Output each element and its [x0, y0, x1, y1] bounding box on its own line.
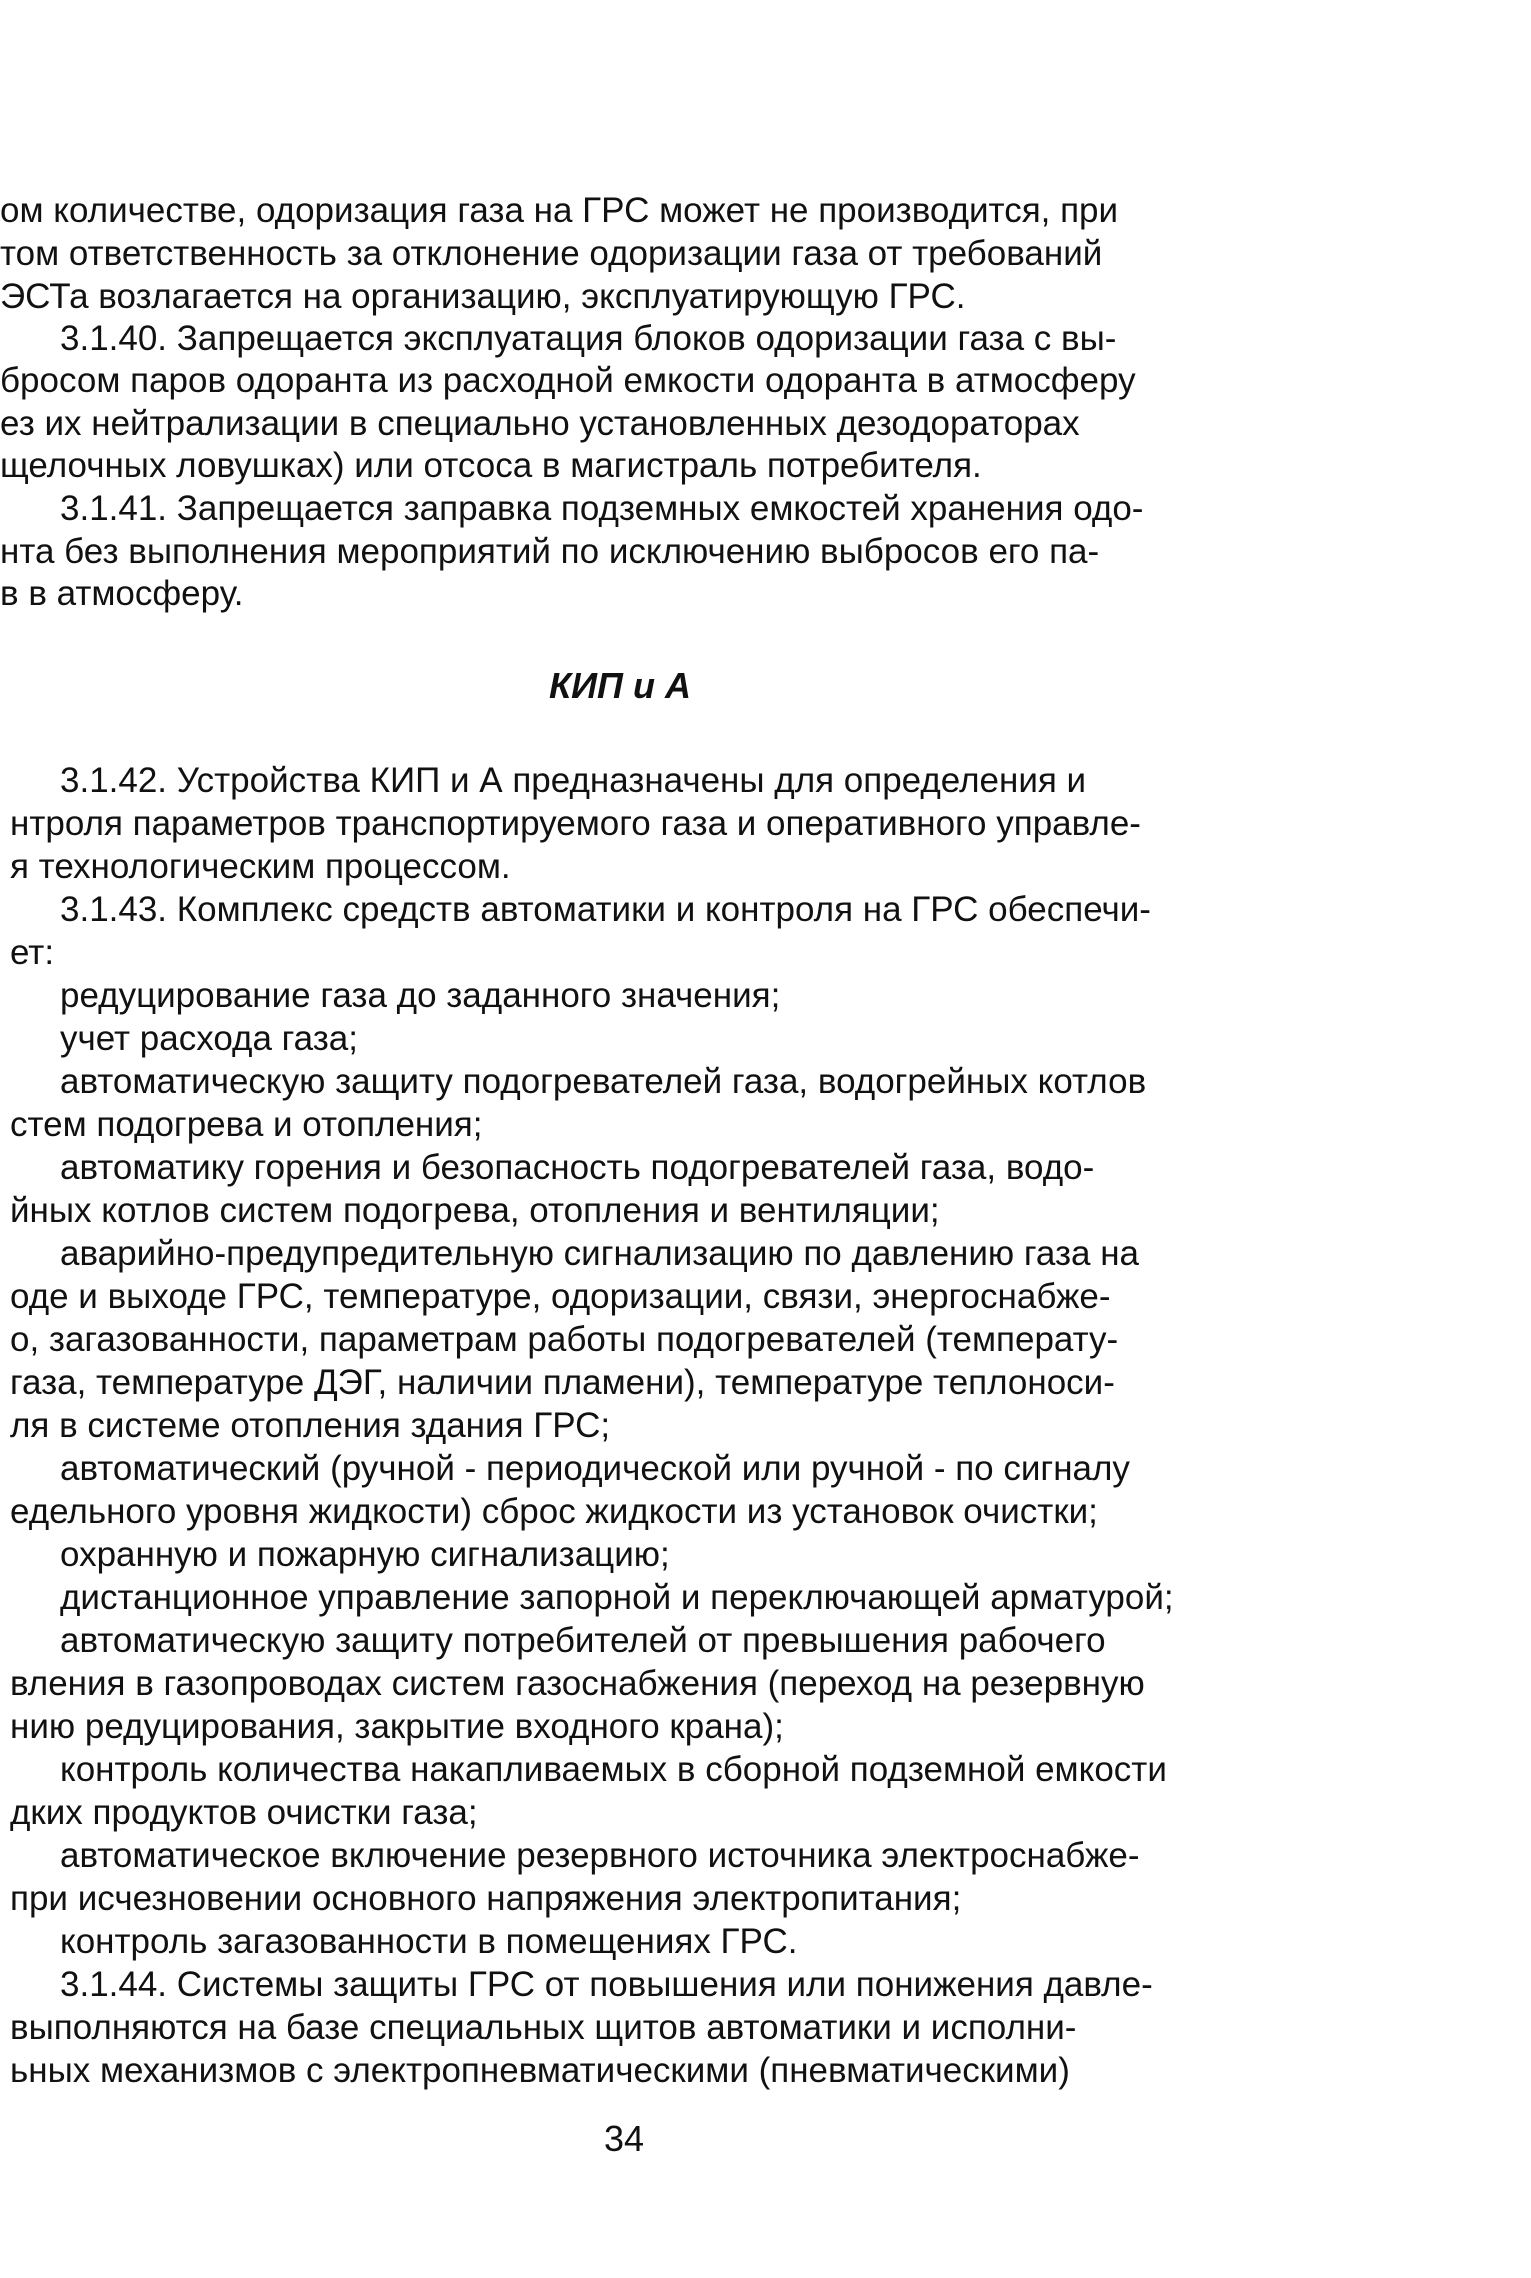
- text-line: ез их нейтрализации в специально установленных дезодораторах: [0, 404, 1080, 443]
- text-line: ля в системе отопления здания ГРС;: [10, 1406, 611, 1445]
- text-line: выполняются на базе специальных щитов автоматики и исполни-: [10, 2008, 1077, 2047]
- text-line: стем подогрева и отопления;: [10, 1105, 483, 1144]
- list-item: дистанционное управление запорной и переключающей арматурой;: [60, 1578, 1174, 1617]
- list-item: автоматическую защиту потребителей от превышения рабочего: [60, 1621, 1106, 1660]
- text-line: вления в газопроводах систем газоснабжения (переход на резервную: [10, 1664, 1145, 1703]
- text-line: я технологическим процессом.: [10, 847, 511, 886]
- list-item: учет расхода газа;: [60, 1019, 358, 1058]
- text-line: 3.1.44. Системы защиты ГРС от повышения или понижения давле-: [60, 1965, 1153, 2004]
- list-item: редуцирование газа до заданного значения;: [60, 976, 781, 1015]
- text-line: том ответственность за отклонение одоризации газа от требований: [0, 234, 1103, 273]
- text-line: дких продуктов очистки газа;: [10, 1793, 478, 1832]
- text-line: бросом паров одоранта из расходной емкости одоранта в атмосферу: [0, 361, 1136, 400]
- text-line: ет:: [10, 933, 55, 972]
- text-line: ом количестве, одоризация газа на ГРС может не производится, при: [0, 191, 1119, 230]
- text-line: ьных механизмов с электропневматическими (пневматическими): [10, 2051, 1070, 2090]
- list-item: автоматическое включение резервного источника электроснабже-: [60, 1836, 1140, 1875]
- text-line: едельного уровня жидкости) сброс жидкости из установок очистки;: [10, 1492, 1098, 1531]
- page-number: 34: [603, 2118, 645, 2159]
- list-item: охранную и пожарную сигнализацию;: [60, 1535, 670, 1574]
- text-line: 3.1.41. Запрещается заправка подземных емкостей хранения одо-: [60, 489, 1144, 528]
- text-line: ЭСТа возлагается на организацию, эксплуатирующую ГРС.: [0, 277, 966, 316]
- text-line: щелочных ловушках) или отсоса в магистраль потребителя.: [0, 446, 982, 485]
- list-item: контроль загазованности в помещениях ГРС.: [60, 1922, 798, 1961]
- text-line: 3.1.42. Устройства КИП и А предназначены для определения и: [60, 761, 1087, 800]
- text-line: нтроля параметров транспортируемого газа и оперативного управле-: [10, 804, 1141, 843]
- list-item: автоматический (ручной - периодической или ручной - по сигналу: [60, 1449, 1130, 1488]
- text-line: 3.1.43. Комплекс средств автоматики и контроля на ГРС обеспечи-: [60, 890, 1151, 929]
- text-line: газа, температуре ДЭГ, наличии пламени), температуре теплоноси-: [10, 1363, 1115, 1402]
- list-item: автоматическую защиту подогревателей газа, водогрейных котлов: [60, 1062, 1147, 1101]
- list-item: аварийно-предупредительную сигнализацию по давлению газа на: [60, 1234, 1140, 1273]
- text-line: оде и выходе ГРС, температуре, одоризации, связи, энергоснабже-: [10, 1277, 1111, 1316]
- section-heading: КИП и А: [549, 665, 691, 706]
- text-line: нта без выполнения мероприятий по исключению выбросов его па-: [0, 532, 1100, 571]
- text-line: йных котлов систем подогрева, отопления и вентиляции;: [10, 1191, 940, 1230]
- text-line: о, загазованности, параметрам работы подогревателей (температу-: [10, 1320, 1119, 1359]
- text-line: в в атмосферу.: [0, 574, 244, 613]
- text-line: 3.1.40. Запрещается эксплуатация блоков одоризации газа с вы-: [60, 319, 1117, 358]
- list-item: контроль количества накапливаемых в сборной подземной емкости: [60, 1750, 1167, 1789]
- text-line: нию редуцирования, закрытие входного крана);: [10, 1707, 784, 1746]
- list-item: автоматику горения и безопасность подогревателей газа, водо-: [60, 1148, 1095, 1187]
- text-line: при исчезновении основного напряжения электропитания;: [10, 1879, 962, 1918]
